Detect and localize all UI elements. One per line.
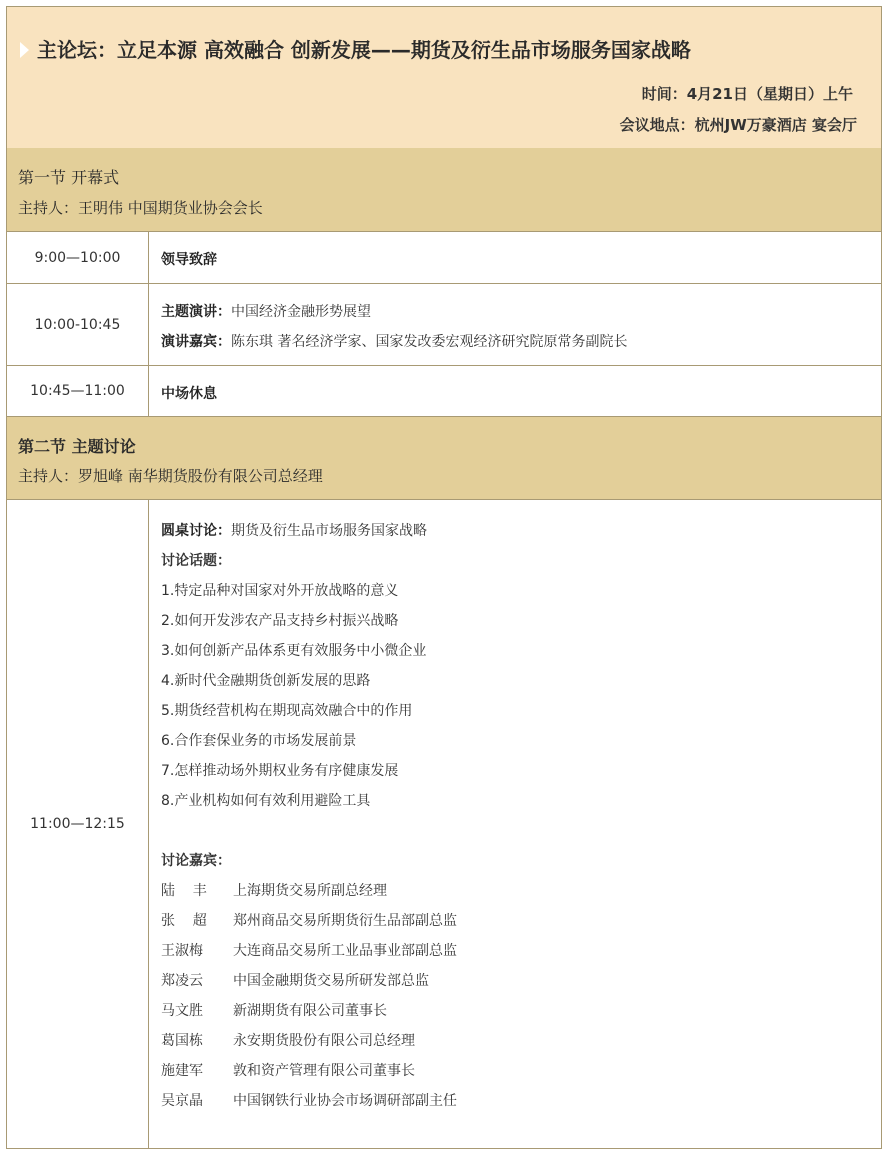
session-time: 时间：4月21日（星期日）上午: [641, 85, 853, 103]
section-discussion: [7, 417, 881, 500]
guest-name: 陆 丰: [161, 883, 207, 899]
guest-name: 张 超: [161, 913, 207, 929]
row-time: 10:45—11:00: [7, 366, 149, 416]
guest-item: [161, 1060, 415, 1080]
guest-item: [161, 970, 429, 990]
topic-item: 1.特定品种对国家对外开放战略的意义: [161, 583, 399, 599]
session-venue: 会议地点：杭州JW万豪酒店 宴会厅: [619, 116, 857, 134]
roundtable-line: [161, 520, 427, 540]
topic-item: 6.合作套保业务的市场发展前景: [161, 733, 357, 749]
agenda-table: [6, 6, 882, 1149]
section-host: 主持人：王明伟 中国期货业协会会长: [18, 199, 263, 217]
section-opening: [7, 148, 881, 232]
guest-title: 新湖期货有限公司董事长: [233, 1003, 387, 1019]
guest-title: 永安期货股份有限公司总经理: [233, 1033, 415, 1049]
guest-item: [161, 940, 457, 960]
topic-item: 8.产业机构如何有效利用避险工具: [161, 793, 371, 809]
guest-item: [161, 880, 387, 900]
topic-item: 4.新时代金融期货创新发展的思路: [161, 673, 371, 689]
guest-name: 郑凌云: [161, 973, 203, 989]
guest-title: 上海期货交易所副总经理: [233, 883, 387, 899]
topic-item: 3.如何创新产品体系更有效服务中小微企业: [161, 643, 427, 659]
guest-title: 中国金融期货交易所研发部总监: [233, 973, 429, 989]
guest-item: [161, 1030, 415, 1050]
keynote-label: 主题演讲：: [161, 304, 231, 320]
triangle-bullet-icon: [20, 42, 29, 58]
guest-name: 吴京晶: [161, 1093, 203, 1109]
row-time: 9:00—10:00: [7, 232, 149, 283]
row-content: 中场休息: [161, 386, 217, 402]
topics-label: 讨论话题：: [161, 553, 231, 569]
topic-item: 2.如何开发涉农产品支持乡村振兴战略: [161, 613, 399, 629]
keynote-line: [161, 301, 371, 321]
table-row: [7, 366, 881, 417]
table-row: [7, 284, 881, 366]
row-time: 10:00-10:45: [7, 284, 149, 365]
guests-label: 讨论嘉宾：: [161, 853, 231, 869]
topic-item: 5.期货经营机构在期现高效融合中的作用: [161, 703, 413, 719]
guest-name: 马文胜: [161, 1003, 203, 1019]
table-row: [7, 500, 881, 1148]
guest-item: [161, 1090, 457, 1110]
guest-name: 王淑梅: [161, 943, 203, 959]
section-title: 第一节 开幕式: [18, 168, 120, 187]
guest-title: 大连商品交易所工业品事业部副总监: [233, 943, 457, 959]
guest-item: [161, 910, 457, 930]
guest-title: 中国钢铁行业协会市场调研部副主任: [233, 1093, 457, 1109]
guest-name: 施建军: [161, 1063, 203, 1079]
topic-item: 7.怎样推动场外期权业务有序健康发展: [161, 763, 399, 779]
row-content: 领导致辞: [161, 252, 217, 268]
agenda-header: [7, 7, 881, 149]
section-title: 第二节 主题讨论: [18, 437, 136, 456]
roundtable-topic: 期货及衍生品市场服务国家战略: [231, 523, 427, 539]
table-row: [7, 232, 881, 284]
speaker-label: 演讲嘉宾：: [161, 334, 231, 350]
keynote-topic: 中国经济金融形势展望: [231, 304, 371, 320]
section-host: 主持人：罗旭峰 南华期货股份有限公司总经理: [18, 467, 323, 485]
guest-title: 敦和资产管理有限公司董事长: [233, 1063, 415, 1079]
guest-item: [161, 1000, 387, 1020]
keynote-speaker-line: [161, 331, 627, 351]
row-time: 11:00—12:15: [7, 500, 149, 1148]
roundtable-label: 圆桌讨论：: [161, 523, 231, 539]
forum-title: 主论坛：立足本源 高效融合 创新发展——期货及衍生品市场服务国家战略: [37, 38, 691, 62]
speaker-value: 陈东琪 著名经济学家、国家发改委宏观经济研究院原常务副院长: [231, 334, 628, 350]
guest-title: 郑州商品交易所期货衍生品部副总监: [233, 913, 457, 929]
guest-name: 葛国栋: [161, 1033, 203, 1049]
